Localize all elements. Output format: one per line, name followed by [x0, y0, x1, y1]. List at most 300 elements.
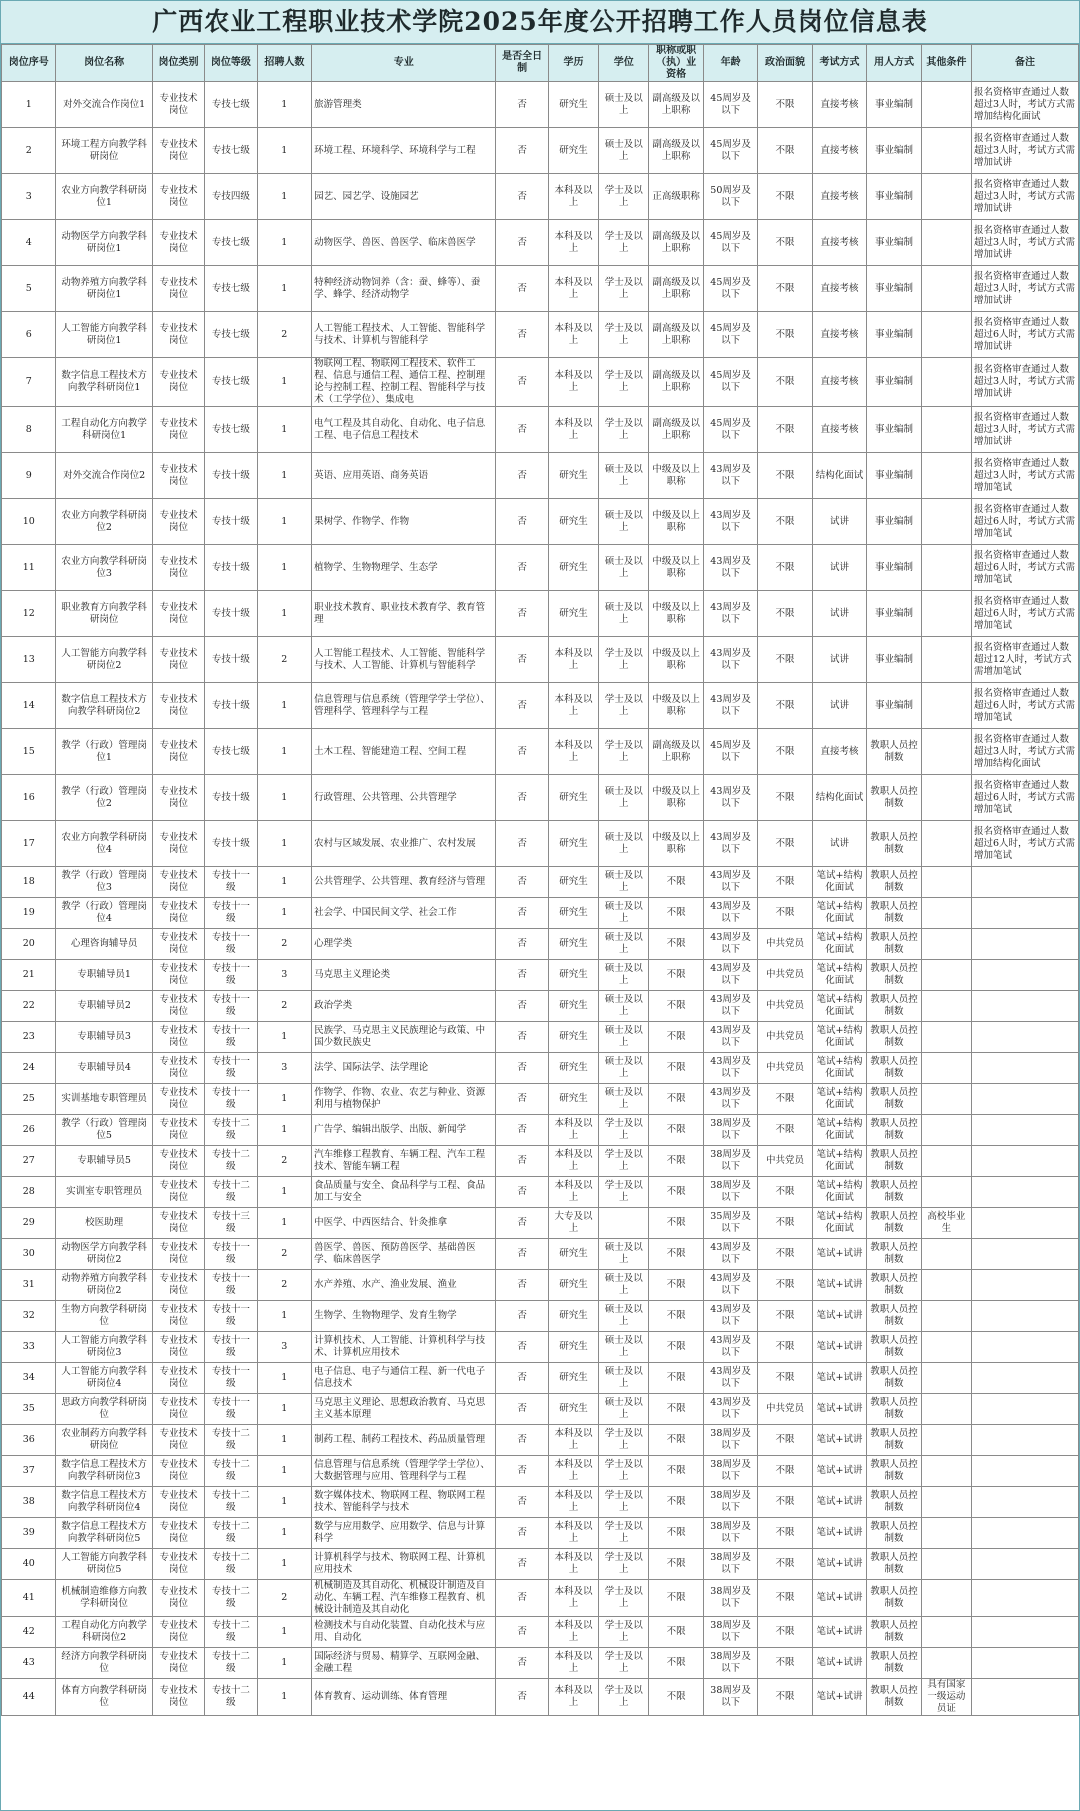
- cell-col-major: 体育教育、运动训练、体育管理: [312, 1679, 496, 1716]
- cell-col-title: 不限: [649, 1363, 703, 1394]
- cell-col-major: 环境工程、环境科学、环境科学与工程: [312, 128, 496, 174]
- cell-col-category: 专业技术岗位: [152, 1208, 204, 1239]
- cell-col-title: 不限: [649, 867, 703, 898]
- cell-col-major: 检测技术与自动化装置、自动化技术与应用、自动化: [312, 1617, 496, 1648]
- cell-col-other: [921, 174, 971, 220]
- cell-col-major: 汽车维修工程教育、车辆工程、汽车工程技术、智能车辆工程: [312, 1146, 496, 1177]
- cell-col-exam: 笔试+试讲: [812, 1425, 866, 1456]
- cell-col-exam: 笔试+结构化面试: [812, 1022, 866, 1053]
- cell-col-position-name: 心理咨询辅导员: [56, 929, 152, 960]
- cell-col-education: 研究生: [548, 929, 598, 960]
- cell-col-exam: 笔试+试讲: [812, 1679, 866, 1716]
- cell-col-fulltime: 否: [496, 312, 548, 358]
- cell-col-fulltime: 否: [496, 729, 548, 775]
- cell-col-fulltime: 否: [496, 821, 548, 867]
- cell-col-other: [921, 929, 971, 960]
- cell-col-id: 26: [2, 1115, 56, 1146]
- cell-col-degree: 学士及以上: [599, 266, 649, 312]
- cell-col-employment: 教职人员控制数: [867, 1363, 921, 1394]
- cell-col-category: 专业技术岗位: [152, 1456, 204, 1487]
- cell-col-title: 中级及以上职称: [649, 775, 703, 821]
- cell-col-title: 不限: [649, 1425, 703, 1456]
- cell-col-remark: 报名资格审查通过人数超过3人时，考试方式需增加试讲: [972, 358, 1079, 407]
- cell-col-remark: [972, 1208, 1079, 1239]
- cell-col-position-name: 数字信息工程技术方向教学科研岗位5: [56, 1518, 152, 1549]
- table-row: [2, 898, 1079, 929]
- cell-col-id: 1: [2, 82, 56, 128]
- header-col-title: 职称或职（执）业资格: [649, 45, 703, 82]
- cell-col-fulltime: 否: [496, 867, 548, 898]
- cell-col-other: [921, 775, 971, 821]
- cell-col-employment: 教职人员控制数: [867, 729, 921, 775]
- cell-col-count: 1: [257, 266, 311, 312]
- cell-col-fulltime: 否: [496, 1394, 548, 1425]
- cell-col-education: 研究生: [548, 1301, 598, 1332]
- cell-col-other: [921, 1084, 971, 1115]
- cell-col-other: 具有国家一级运动员证: [921, 1679, 971, 1716]
- cell-col-employment: 事业编制: [867, 128, 921, 174]
- cell-col-major: 政治学类: [312, 991, 496, 1022]
- cell-col-position-name: 教学（行政）管理岗位2: [56, 775, 152, 821]
- cell-col-count: 1: [257, 1394, 311, 1425]
- cell-col-age: 38周岁及以下: [703, 1177, 757, 1208]
- cell-col-political: 不限: [758, 358, 812, 407]
- cell-col-remark: 报名资格审查通过人数超过6人时，考试方式需增加笔试: [972, 683, 1079, 729]
- cell-col-category: 专业技术岗位: [152, 1580, 204, 1617]
- table-row: [2, 1580, 1079, 1617]
- cell-col-level: 专技七级: [205, 266, 257, 312]
- cell-col-employment: 教职人员控制数: [867, 1270, 921, 1301]
- cell-col-title: 中级及以上职称: [649, 821, 703, 867]
- table-row: [2, 499, 1079, 545]
- cell-col-category: 专业技术岗位: [152, 1617, 204, 1648]
- header-col-exam: 考试方式: [812, 45, 866, 82]
- cell-col-remark: 报名资格审查通过人数超过6人时，考试方式需增加笔试: [972, 775, 1079, 821]
- cell-col-level: 专技十一级: [205, 1270, 257, 1301]
- cell-col-exam: 试讲: [812, 821, 866, 867]
- cell-col-exam: 笔试+试讲: [812, 1239, 866, 1270]
- cell-col-employment: 教职人员控制数: [867, 1022, 921, 1053]
- cell-col-education: 本科及以上: [548, 220, 598, 266]
- cell-col-remark: [972, 1549, 1079, 1580]
- cell-col-education: 研究生: [548, 453, 598, 499]
- cell-col-degree: 学士及以上: [599, 407, 649, 453]
- cell-col-id: 39: [2, 1518, 56, 1549]
- cell-col-employment: 事业编制: [867, 358, 921, 407]
- cell-col-position-name: 专职辅导员1: [56, 960, 152, 991]
- cell-col-other: [921, 1177, 971, 1208]
- cell-col-degree: 学士及以上: [599, 1425, 649, 1456]
- cell-col-count: 2: [257, 312, 311, 358]
- table-body: [2, 82, 1079, 1716]
- cell-col-id: 40: [2, 1549, 56, 1580]
- cell-col-degree: 硕士及以上: [599, 898, 649, 929]
- cell-col-education: 研究生: [548, 1053, 598, 1084]
- cell-col-other: [921, 1022, 971, 1053]
- cell-col-degree: 学士及以上: [599, 312, 649, 358]
- cell-col-age: 45周岁及以下: [703, 358, 757, 407]
- cell-col-education: 本科及以上: [548, 683, 598, 729]
- cell-col-degree: 硕士及以上: [599, 1363, 649, 1394]
- cell-col-category: 专业技术岗位: [152, 266, 204, 312]
- cell-col-other: [921, 1363, 971, 1394]
- cell-col-age: 38周岁及以下: [703, 1580, 757, 1617]
- cell-col-political: 中共党员: [758, 991, 812, 1022]
- table-row: [2, 1648, 1079, 1679]
- cell-col-education: 本科及以上: [548, 174, 598, 220]
- cell-col-remark: [972, 1239, 1079, 1270]
- cell-col-remark: [972, 1580, 1079, 1617]
- cell-col-other: [921, 683, 971, 729]
- table-row: [2, 1518, 1079, 1549]
- cell-col-id: 3: [2, 174, 56, 220]
- cell-col-id: 38: [2, 1487, 56, 1518]
- cell-col-id: 28: [2, 1177, 56, 1208]
- cell-col-employment: 事业编制: [867, 453, 921, 499]
- cell-col-employment: 教职人员控制数: [867, 1394, 921, 1425]
- header-col-remark: 备注: [972, 45, 1079, 82]
- cell-col-education: 本科及以上: [548, 729, 598, 775]
- cell-col-employment: 教职人员控制数: [867, 1146, 921, 1177]
- cell-col-major: 动物医学、兽医、兽医学、临床兽医学: [312, 220, 496, 266]
- cell-col-title: 不限: [649, 898, 703, 929]
- cell-col-level: 专技十二级: [205, 1648, 257, 1679]
- cell-col-political: 不限: [758, 683, 812, 729]
- cell-col-political: 不限: [758, 591, 812, 637]
- cell-col-education: 研究生: [548, 82, 598, 128]
- cell-col-age: 43周岁及以下: [703, 683, 757, 729]
- cell-col-exam: 笔试+结构化面试: [812, 1053, 866, 1084]
- cell-col-major: 制药工程、制药工程技术、药品质量管理: [312, 1425, 496, 1456]
- cell-col-count: 1: [257, 1487, 311, 1518]
- cell-col-degree: 学士及以上: [599, 1679, 649, 1716]
- cell-col-id: 6: [2, 312, 56, 358]
- header-col-count: 招聘人数: [257, 45, 311, 82]
- cell-col-political: 不限: [758, 1518, 812, 1549]
- cell-col-remark: [972, 1146, 1079, 1177]
- cell-col-political: 不限: [758, 312, 812, 358]
- cell-col-level: 专技七级: [205, 220, 257, 266]
- table-row: [2, 729, 1079, 775]
- cell-col-title: 不限: [649, 1084, 703, 1115]
- cell-col-exam: 试讲: [812, 545, 866, 591]
- table-row: [2, 1617, 1079, 1648]
- cell-col-degree: 硕士及以上: [599, 960, 649, 991]
- cell-col-id: 11: [2, 545, 56, 591]
- cell-col-degree: 学士及以上: [599, 1617, 649, 1648]
- cell-col-political: 不限: [758, 1270, 812, 1301]
- cell-col-title: 不限: [649, 1679, 703, 1716]
- cell-col-education: 本科及以上: [548, 1648, 598, 1679]
- cell-col-major: 果树学、作物学、作物: [312, 499, 496, 545]
- cell-col-fulltime: 否: [496, 545, 548, 591]
- cell-col-fulltime: 否: [496, 683, 548, 729]
- cell-col-level: 专技十二级: [205, 1518, 257, 1549]
- cell-col-id: 4: [2, 220, 56, 266]
- cell-col-political: 中共党员: [758, 929, 812, 960]
- cell-col-degree: 学士及以上: [599, 174, 649, 220]
- cell-col-category: 专业技术岗位: [152, 1332, 204, 1363]
- cell-col-title: 不限: [649, 1022, 703, 1053]
- cell-col-other: [921, 1270, 971, 1301]
- cell-col-fulltime: 否: [496, 1239, 548, 1270]
- cell-col-political: 不限: [758, 1648, 812, 1679]
- cell-col-level: 专技七级: [205, 729, 257, 775]
- cell-col-position-name: 农业方向教学科研岗位1: [56, 174, 152, 220]
- cell-col-remark: 报名资格审查通过人数超过3人时，考试方式需增加试讲: [972, 266, 1079, 312]
- cell-col-fulltime: 否: [496, 358, 548, 407]
- cell-col-political: 不限: [758, 1580, 812, 1617]
- cell-col-other: [921, 358, 971, 407]
- cell-col-title: 不限: [649, 929, 703, 960]
- cell-col-id: 34: [2, 1363, 56, 1394]
- cell-col-id: 27: [2, 1146, 56, 1177]
- cell-col-exam: 笔试+试讲: [812, 1648, 866, 1679]
- cell-col-age: 45周岁及以下: [703, 407, 757, 453]
- cell-col-employment: 事业编制: [867, 266, 921, 312]
- cell-col-fulltime: 否: [496, 1487, 548, 1518]
- cell-col-fulltime: 否: [496, 1617, 548, 1648]
- cell-col-position-name: 人工智能方向教学科研岗位2: [56, 637, 152, 683]
- cell-col-employment: 教职人员控制数: [867, 821, 921, 867]
- cell-col-age: 38周岁及以下: [703, 1456, 757, 1487]
- cell-col-title: 不限: [649, 1208, 703, 1239]
- cell-col-fulltime: 否: [496, 82, 548, 128]
- cell-col-category: 专业技术岗位: [152, 128, 204, 174]
- cell-col-employment: 事业编制: [867, 312, 921, 358]
- cell-col-category: 专业技术岗位: [152, 174, 204, 220]
- header-col-position-name: 岗位名称: [56, 45, 152, 82]
- cell-col-employment: 事业编制: [867, 407, 921, 453]
- cell-col-major: 公共管理学、公共管理、教育经济与管理: [312, 867, 496, 898]
- cell-col-count: 1: [257, 1177, 311, 1208]
- cell-col-category: 专业技术岗位: [152, 821, 204, 867]
- cell-col-position-name: 人工智能方向教学科研岗位4: [56, 1363, 152, 1394]
- cell-col-other: [921, 1648, 971, 1679]
- cell-col-level: 专技十二级: [205, 1679, 257, 1716]
- cell-col-remark: [972, 1301, 1079, 1332]
- cell-col-major: 旅游管理类: [312, 82, 496, 128]
- cell-col-remark: 报名资格审查通过人数超过3人时，考试方式需增加试讲: [972, 220, 1079, 266]
- cell-col-level: 专技十一级: [205, 991, 257, 1022]
- cell-col-major: 人工智能工程技术、人工智能、智能科学与技术、人工智能、计算机与智能科学: [312, 637, 496, 683]
- table-row: [2, 960, 1079, 991]
- cell-col-position-name: 生物方向教学科研岗位: [56, 1301, 152, 1332]
- cell-col-employment: 教职人员控制数: [867, 898, 921, 929]
- cell-col-category: 专业技术岗位: [152, 407, 204, 453]
- cell-col-degree: 硕士及以上: [599, 1394, 649, 1425]
- cell-col-id: 32: [2, 1301, 56, 1332]
- table-row: [2, 312, 1079, 358]
- cell-col-position-name: 实训室专职管理员: [56, 1177, 152, 1208]
- cell-col-fulltime: 否: [496, 1146, 548, 1177]
- cell-col-degree: 硕士及以上: [599, 1239, 649, 1270]
- cell-col-age: 38周岁及以下: [703, 1648, 757, 1679]
- cell-col-title: 不限: [649, 1580, 703, 1617]
- cell-col-fulltime: 否: [496, 407, 548, 453]
- table-row: [2, 358, 1079, 407]
- cell-col-position-name: 工程自动化方向教学科研岗位1: [56, 407, 152, 453]
- cell-col-count: 1: [257, 1115, 311, 1146]
- cell-col-education: 研究生: [548, 1022, 598, 1053]
- cell-col-education: 研究生: [548, 1332, 598, 1363]
- cell-col-education: 本科及以上: [548, 1580, 598, 1617]
- cell-col-other: [921, 821, 971, 867]
- table-row: [2, 1332, 1079, 1363]
- cell-col-fulltime: 否: [496, 1332, 548, 1363]
- cell-col-remark: 报名资格审查通过人数超过6人时，考试方式需增加笔试: [972, 545, 1079, 591]
- cell-col-education: 研究生: [548, 960, 598, 991]
- cell-col-exam: 试讲: [812, 683, 866, 729]
- cell-col-education: 本科及以上: [548, 1679, 598, 1716]
- cell-col-employment: 事业编制: [867, 499, 921, 545]
- header-col-category: 岗位类别: [152, 45, 204, 82]
- cell-col-count: 1: [257, 1617, 311, 1648]
- cell-col-age: 38周岁及以下: [703, 1617, 757, 1648]
- cell-col-count: 1: [257, 867, 311, 898]
- cell-col-age: 43周岁及以下: [703, 929, 757, 960]
- cell-col-id: 17: [2, 821, 56, 867]
- cell-col-political: 不限: [758, 1617, 812, 1648]
- cell-col-employment: 教职人员控制数: [867, 960, 921, 991]
- cell-col-other: [921, 545, 971, 591]
- cell-col-major: 计算机科学与技术、物联网工程、计算机应用技术: [312, 1549, 496, 1580]
- cell-col-level: 专技十一级: [205, 929, 257, 960]
- cell-col-category: 专业技术岗位: [152, 1115, 204, 1146]
- cell-col-level: 专技十一级: [205, 960, 257, 991]
- cell-col-political: 不限: [758, 266, 812, 312]
- cell-col-degree: 硕士及以上: [599, 1332, 649, 1363]
- cell-col-political: 不限: [758, 1549, 812, 1580]
- cell-col-employment: 事业编制: [867, 637, 921, 683]
- cell-col-count: 1: [257, 174, 311, 220]
- cell-col-other: [921, 991, 971, 1022]
- cell-col-level: 专技十一级: [205, 1332, 257, 1363]
- cell-col-id: 7: [2, 358, 56, 407]
- cell-col-age: 43周岁及以下: [703, 499, 757, 545]
- cell-col-position-name: 数字信息工程技术方向教学科研岗位1: [56, 358, 152, 407]
- cell-col-major: 马克思主义理论、思想政治教育、马克思主义基本原理: [312, 1394, 496, 1425]
- cell-col-level: 专技十二级: [205, 1115, 257, 1146]
- cell-col-exam: 试讲: [812, 499, 866, 545]
- cell-col-major: 马克思主义理论类: [312, 960, 496, 991]
- cell-col-degree: 学士及以上: [599, 729, 649, 775]
- cell-col-title: 不限: [649, 1301, 703, 1332]
- cell-col-position-name: 农业方向教学科研岗位2: [56, 499, 152, 545]
- cell-col-count: 1: [257, 898, 311, 929]
- header-col-degree: 学位: [599, 45, 649, 82]
- table-row: [2, 128, 1079, 174]
- table-row: [2, 1084, 1079, 1115]
- cell-col-other: [921, 1394, 971, 1425]
- cell-col-position-name: 数字信息工程技术方向教学科研岗位4: [56, 1487, 152, 1518]
- cell-col-age: 45周岁及以下: [703, 82, 757, 128]
- cell-col-position-name: 思政方向教学科研岗位: [56, 1394, 152, 1425]
- cell-col-category: 专业技术岗位: [152, 499, 204, 545]
- cell-col-other: [921, 960, 971, 991]
- cell-col-fulltime: 否: [496, 1208, 548, 1239]
- table-row: [2, 1487, 1079, 1518]
- cell-col-fulltime: 否: [496, 1363, 548, 1394]
- cell-col-count: 1: [257, 1084, 311, 1115]
- cell-col-degree: 硕士及以上: [599, 821, 649, 867]
- cell-col-major: 数学与应用数学、应用数学、信息与计算科学: [312, 1518, 496, 1549]
- table-header: [2, 45, 1079, 82]
- cell-col-level: 专技七级: [205, 312, 257, 358]
- cell-col-count: 1: [257, 128, 311, 174]
- cell-col-employment: 事业编制: [867, 591, 921, 637]
- cell-col-category: 专业技术岗位: [152, 1301, 204, 1332]
- cell-col-id: 9: [2, 453, 56, 499]
- cell-col-remark: 报名资格审查通过人数超过6人时，考试方式需增加笔试: [972, 499, 1079, 545]
- cell-col-major: 信息管理与信息系统（管理学学士学位）、大数据管理与应用、管理科学与工程: [312, 1456, 496, 1487]
- cell-col-degree: 硕士及以上: [599, 775, 649, 821]
- cell-col-degree: 学士及以上: [599, 683, 649, 729]
- cell-col-age: 45周岁及以下: [703, 266, 757, 312]
- cell-col-category: 专业技术岗位: [152, 1518, 204, 1549]
- cell-col-count: 1: [257, 1301, 311, 1332]
- cell-col-exam: 笔试+试讲: [812, 1487, 866, 1518]
- cell-col-count: 1: [257, 220, 311, 266]
- header-row: [2, 45, 1079, 82]
- cell-col-exam: 笔试+试讲: [812, 1301, 866, 1332]
- cell-col-remark: 报名资格审查通过人数超过3人时，考试方式需增加试讲: [972, 407, 1079, 453]
- cell-col-other: [921, 1580, 971, 1617]
- cell-col-exam: 直接考核: [812, 128, 866, 174]
- cell-col-exam: 笔试+结构化面试: [812, 960, 866, 991]
- table-row: [2, 174, 1079, 220]
- cell-col-position-name: 教学（行政）管理岗位5: [56, 1115, 152, 1146]
- table-row: [2, 545, 1079, 591]
- cell-col-degree: 学士及以上: [599, 220, 649, 266]
- cell-col-education: 研究生: [548, 545, 598, 591]
- cell-col-major: 电子信息、电子与通信工程、新一代电子信息技术: [312, 1363, 496, 1394]
- cell-col-id: 21: [2, 960, 56, 991]
- cell-col-other: [921, 407, 971, 453]
- table-row: [2, 1363, 1079, 1394]
- cell-col-age: 43周岁及以下: [703, 1270, 757, 1301]
- cell-col-major: 人工智能工程技术、人工智能、智能科学与技术、计算机与智能科学: [312, 312, 496, 358]
- cell-col-level: 专技十二级: [205, 1146, 257, 1177]
- cell-col-education: 本科及以上: [548, 407, 598, 453]
- cell-col-remark: [972, 1648, 1079, 1679]
- cell-col-level: 专技十级: [205, 545, 257, 591]
- cell-col-category: 专业技术岗位: [152, 1084, 204, 1115]
- cell-col-exam: 笔试+结构化面试: [812, 1084, 866, 1115]
- cell-col-level: 专技十一级: [205, 1053, 257, 1084]
- cell-col-category: 专业技术岗位: [152, 1363, 204, 1394]
- cell-col-count: 1: [257, 545, 311, 591]
- cell-col-count: 1: [257, 1679, 311, 1716]
- cell-col-title: 中级及以上职称: [649, 499, 703, 545]
- cell-col-age: 50周岁及以下: [703, 174, 757, 220]
- cell-col-exam: 直接考核: [812, 312, 866, 358]
- cell-col-major: 园艺、园艺学、设施园艺: [312, 174, 496, 220]
- cell-col-age: 43周岁及以下: [703, 898, 757, 929]
- cell-col-other: [921, 898, 971, 929]
- cell-col-category: 专业技术岗位: [152, 1549, 204, 1580]
- cell-col-age: 43周岁及以下: [703, 591, 757, 637]
- cell-col-id: 12: [2, 591, 56, 637]
- cell-col-major: 计算机技术、人工智能、计算机科学与技术、计算机应用技术: [312, 1332, 496, 1363]
- cell-col-employment: 教职人员控制数: [867, 929, 921, 960]
- cell-col-employment: 事业编制: [867, 82, 921, 128]
- cell-col-major: 社会学、中国民间文学、社会工作: [312, 898, 496, 929]
- cell-col-id: 43: [2, 1648, 56, 1679]
- table-row: [2, 82, 1079, 128]
- cell-col-position-name: 教学（行政）管理岗位3: [56, 867, 152, 898]
- cell-col-political: 不限: [758, 1177, 812, 1208]
